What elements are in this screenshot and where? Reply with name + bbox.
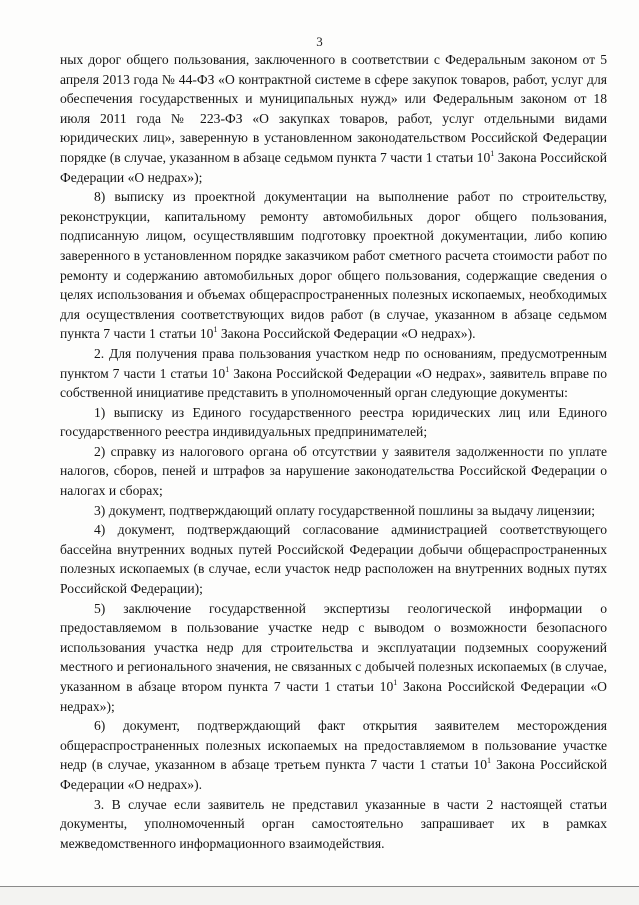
paragraph-item-1: 1) выписку из Единого государственного реестра юридических лиц или Единого государственного реестра индивидуальных предпринимателей; (60, 404, 607, 440)
superscript: 1 (487, 756, 492, 766)
superscript: 1 (490, 148, 495, 158)
document-body (60, 50, 607, 853)
paragraph-item-3: 3) документ, подтверждающий оплату государственной пошлины за выдачу лицензии; (94, 502, 596, 518)
superscript: 1 (393, 678, 398, 687)
page-bottom-strip (0, 887, 639, 905)
paragraph-item-5: 5) заключение государственной экспертизы геологической информации о предоставляемом в пользование участке недр с выводом о возможности безопасного использования участка недр для строительства и эксплуатации подземных сооружений местного и регионального значения, не связанных с добычей полезных ископаемых (в случае, указанном в абзаце втором пункта 7 части 1 статьи $10^1$ Закона Российской Федерации «О недрах»); (60, 600, 607, 714)
paragraph-part-2: 2. Для получения права пользования участком недр по основаниям, предусмотренным пунктом 7 части 1 статьи $10^1$ Закона Российской Федерации «О недрах», заявитель вправе по собственной инициативе представить в уполномоченный орган следующие документы: (60, 345, 607, 401)
paragraph-item-2: 2) справку из налогового органа об отсутствии у заявителя задолженности по уплате налогов, сборов, пеней и штрафов за нарушение законодательства Российской Федерации о налогах и сборах; (60, 443, 607, 499)
superscript: 1 (213, 325, 218, 335)
paragraph-item-8: 8) выписку из проектной документации на выполнение работ по строительству, реконструкции, капитальному ремонту автомобильных дорог общего пользования, подписанную лицом, осуществлявшим подготовку проектной документации, либо копию заверенного в установленном порядке заказчиком работ сметного расчета стоимости работ по ремонту и содержанию автомобильных дорог общего пользования, содержащие сведения о целях использования и объемах общераспространенных полезных ископаемых, необходимых для осуществления соответствующих видов работ (в случае, указанном в абзаце седьмом пункта 7 части 1 статьи $10^1$ Закона Российской Федерации «О недрах»). (60, 189, 607, 342)
paragraph-item-4: 4) документ, подтверждающий согласование администрацией соответствующего бассейна внутренних водных путей Российской Федерации добычи общераспространенных полезных ископаемых (в случае, если участок недр расположен на внутренних водных путях Российской Федерации); (60, 522, 607, 597)
page-number: 3 (316, 34, 323, 49)
paragraph-item-6: 6) документ, подтверждающий факт открытия заявителем месторождения общераспространенных полезных ископаемых на предоставляемом в пользование участке недр (в случае, указанном в абзаце третьем пункта 7 части 1 статьи $10^1$ Закона Российской Федерации «О недрах»). (60, 718, 607, 792)
paragraph-part-3: 3. В случае если заявитель не представил указанные в части 2 настоящей статьи документы, уполномоченный орган самостоятельно запрашивает их в рамках межведомственного информационного взаимодействия. (60, 796, 607, 851)
paragraph-continuation: ных дорог общего пользования, заключенного в соответствии с Федеральным законом от 5 апреля 2013 года № 44-ФЗ «О контрактной системе в сфере закупок товаров, работ, услуг для обеспечения государственных и муниципальных нужд» или Федеральным законом от 18 июля 2011 года № 223-ФЗ «О закупках товаров, работ, услуг отдельными видами юридических лиц», заверенную в установленном законодательством Российской Федерации порядке (в случае, указанном в абзаце седьмом пункта 7 части 1 статьи $10^1$ Закона Российской Федерации «О недрах»); (60, 52, 608, 185)
superscript: 1 (225, 364, 230, 374)
